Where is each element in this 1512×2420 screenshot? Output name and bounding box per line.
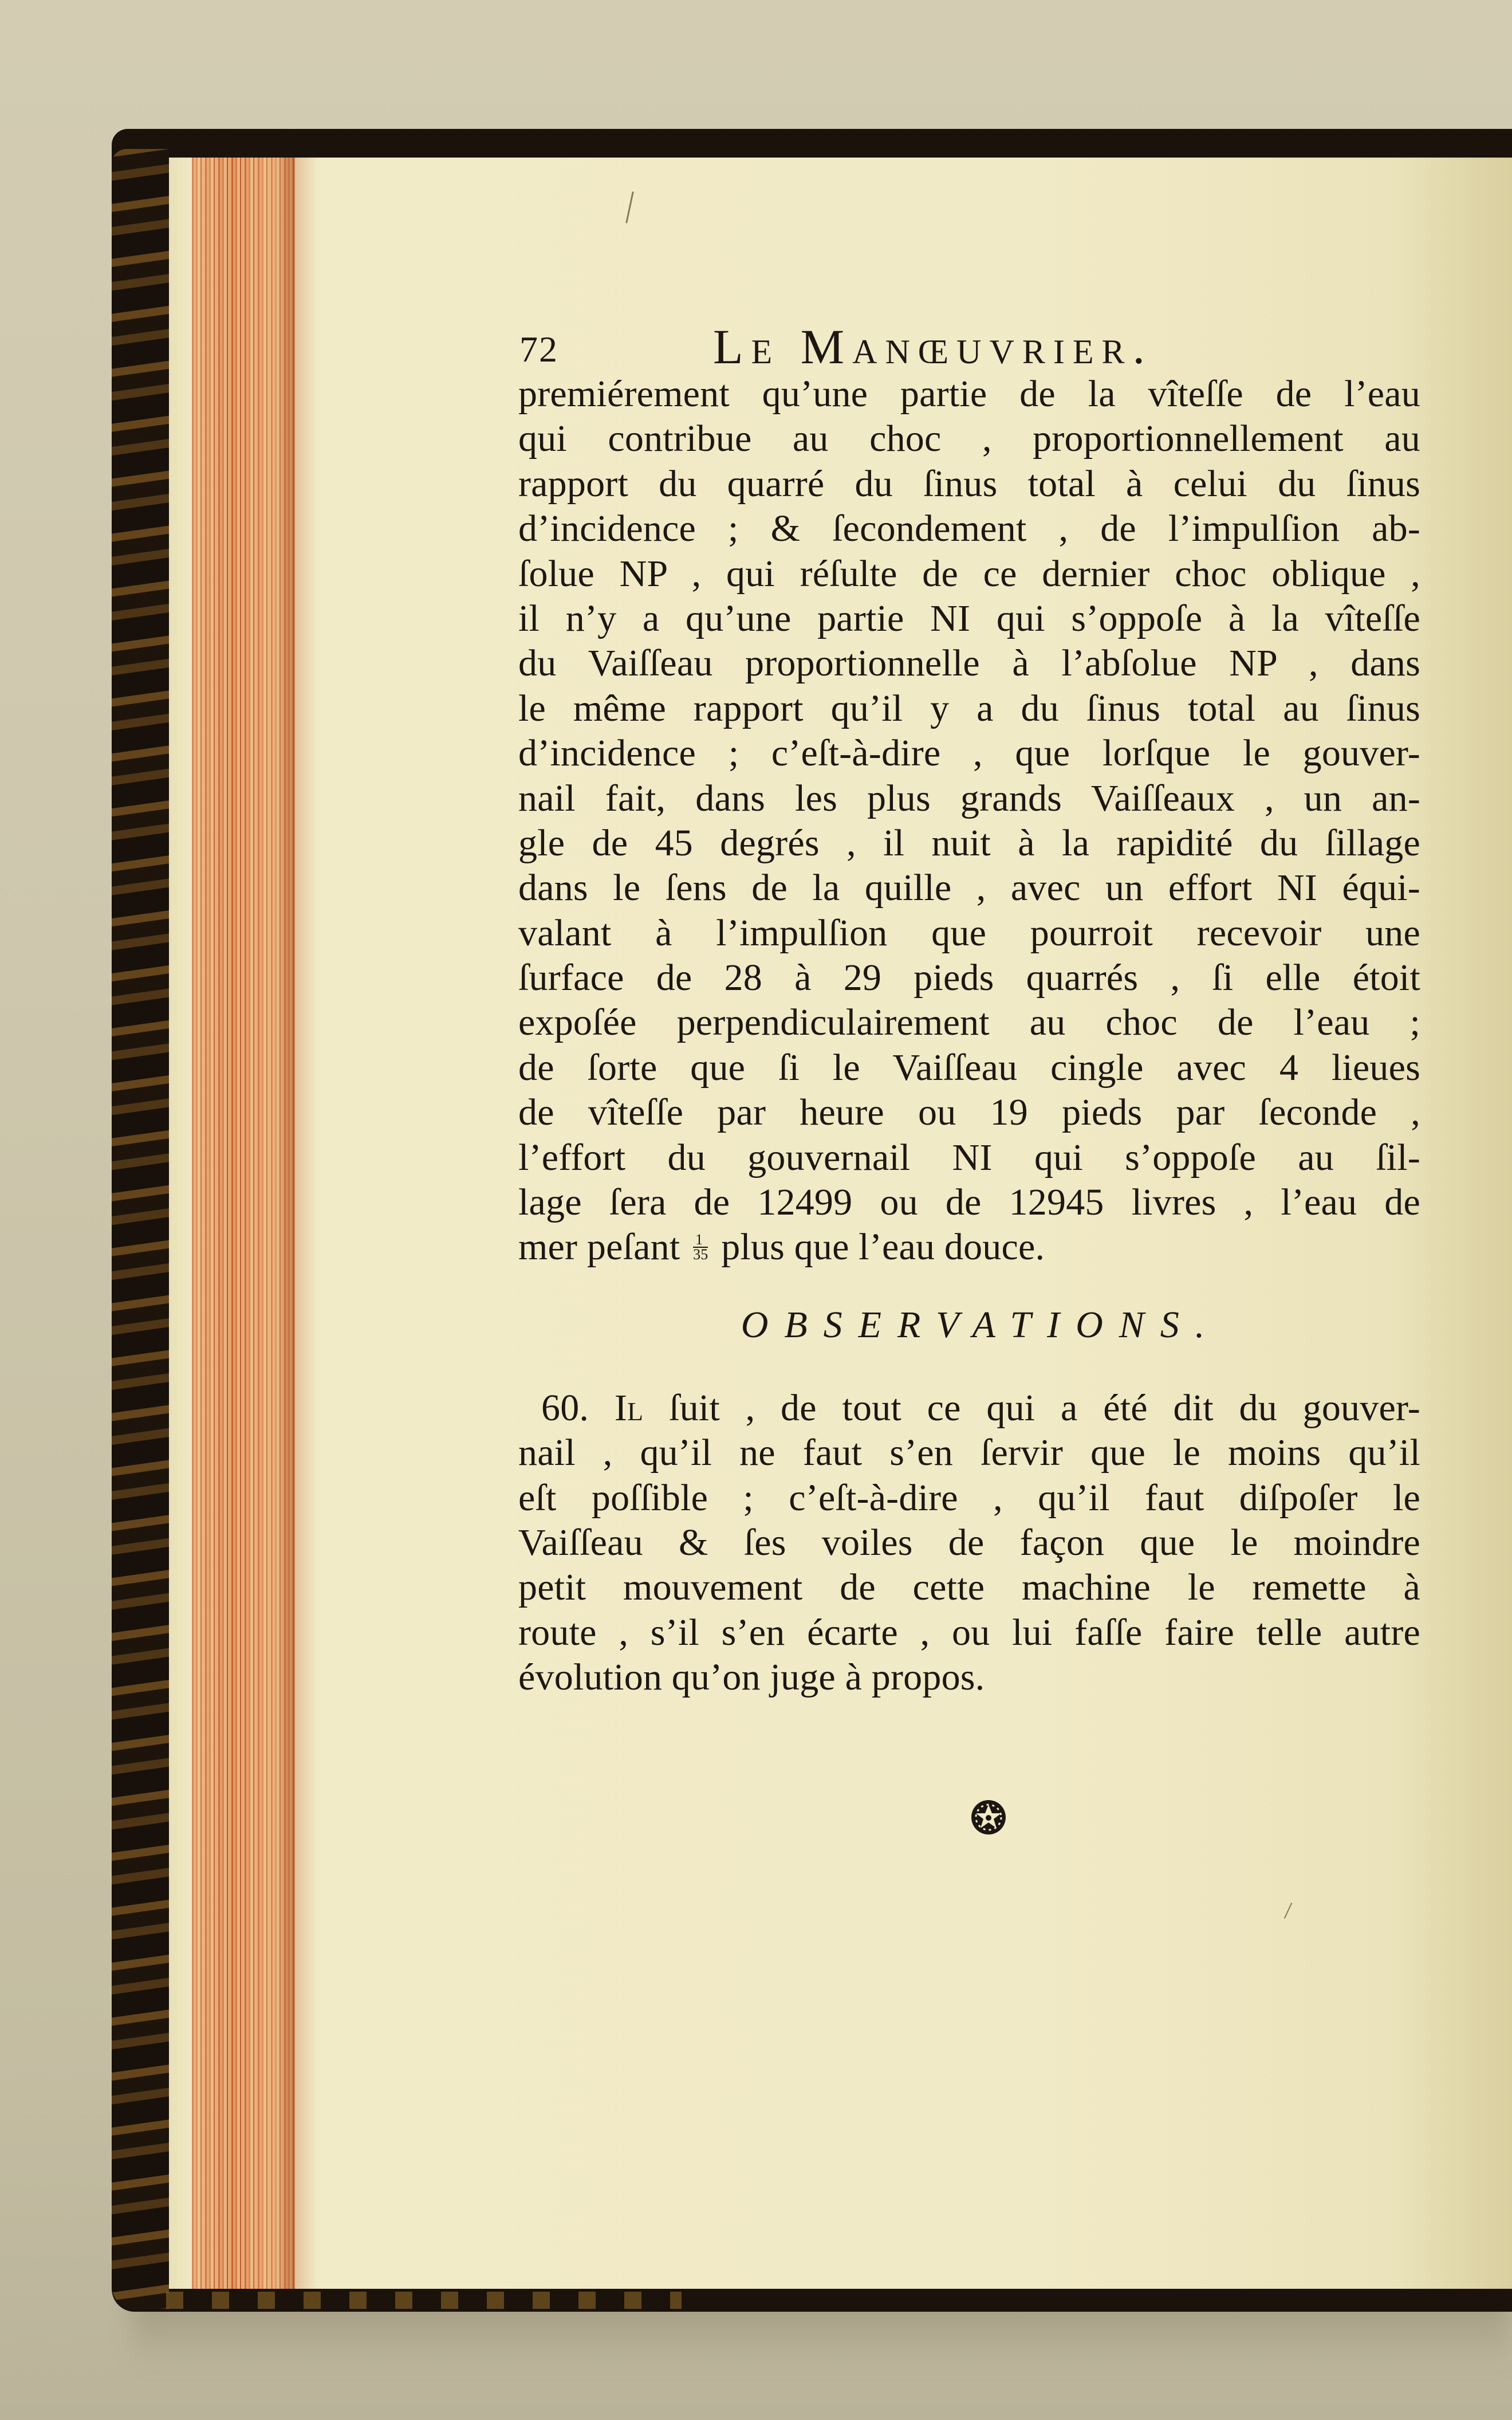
page-gutter-shade xyxy=(295,158,318,2289)
fraction-denominator: 35 xyxy=(693,1246,708,1263)
red-page-edges xyxy=(192,158,295,2289)
text-line xyxy=(518,1386,1420,1431)
paragraph-1 xyxy=(518,372,1420,1270)
text-line: nail , qu’il ne faut s’en ſervir que le moins qu’il xyxy=(518,1432,1420,1474)
fleuron-star-icon xyxy=(968,1797,1009,1837)
text-line: d’incidence ; c’eſt-à-dire , que lorſque le gouver- xyxy=(518,732,1420,775)
text-line: le même rapport qu’il y a du ſinus total au ſinus xyxy=(518,687,1420,729)
text-line-last xyxy=(518,1225,1420,1270)
text-line: d’incidence ; & ſecondement , de l’impulſion ab- xyxy=(518,508,1420,550)
text-fragment: mer peſant xyxy=(518,1226,680,1268)
text-line: lage ſera de 12499 ou de 12945 livres , l’eau de xyxy=(518,1181,1420,1224)
text-line: de vîteſſe par heure ou 19 pieds par ſeconde , xyxy=(518,1091,1420,1134)
paragraph-number: 60. xyxy=(541,1386,589,1429)
text-block xyxy=(518,318,1420,1700)
text-fragment: ſuit , de tout ce qui a été dit du gouver- xyxy=(669,1386,1420,1429)
fraction-numerator: 1 xyxy=(693,1233,708,1248)
text-line: il n’y a qu’une partie NI qui s’oppoſe à la vîteſſe xyxy=(518,597,1420,639)
text-line: dans le ſens de la quille , avec un effort NI équi- xyxy=(518,867,1420,909)
text-line: premiérement qu’une partie de la vîteſſe de l’eau xyxy=(518,373,1420,415)
page-stack-margin xyxy=(169,158,195,2289)
text-line: ſurface de 28 à 29 pieds quarrés , ſi elle étoit xyxy=(518,957,1420,999)
text-line: eſt poſſible ; c’eſt-à-dire , qu’il faut diſpoſer le xyxy=(518,1476,1420,1519)
text-line: expoſée perpendiculairement au choc de l’eau ; xyxy=(518,1001,1420,1044)
paragraph-2 xyxy=(518,1386,1420,1700)
text-line: nail fait, dans les plus grands Vaiſſeaux , un an- xyxy=(518,777,1420,819)
cover-spine-edge xyxy=(112,149,169,2309)
text-line: qui contribue au choc , proportionnellement au xyxy=(518,418,1420,460)
text-line: petit mouvement de cette machine le remette à xyxy=(518,1566,1420,1609)
text-line: l’effort du gouvernail NI qui s’oppoſe au ſil- xyxy=(518,1136,1420,1178)
text-fragment: plus que l’eau douce. xyxy=(721,1226,1045,1268)
text-line: gle de 45 degrés , il nuit à la rapidité du ſillage xyxy=(518,822,1420,864)
fraction xyxy=(693,1233,708,1262)
text-line: ſolue NP , qui réſulte de ce dernier choc oblique , xyxy=(518,552,1420,595)
lead-word: Il xyxy=(614,1386,644,1429)
text-line: Vaiſſeau & ſes voiles de façon que le moindre xyxy=(518,1521,1420,1563)
section-heading: OBSERVATIONS. xyxy=(741,1303,1221,1346)
text-line: route , s’il s’en écarte , ou lui faſſe faire telle autre xyxy=(518,1611,1420,1653)
text-line: valant à l’impulſion que pourroit recevoir une xyxy=(518,912,1420,954)
text-line: rapport du quarré du ſinus total à celui du ſinus xyxy=(518,462,1420,505)
text-line: du Vaiſſeau proportionnelle à l’abſolue NP , dans xyxy=(518,642,1420,685)
cover-bottom-edge xyxy=(166,2292,682,2309)
text-line: de ſorte que ſi le Vaiſſeau cingle avec 4 lieues xyxy=(518,1046,1420,1089)
page-number: 72 xyxy=(519,329,558,370)
running-title: Le Manœuvrier. xyxy=(713,319,1153,374)
text-line-last: évolution qu’on juge à propos. xyxy=(518,1656,985,1699)
running-head xyxy=(518,318,1420,374)
